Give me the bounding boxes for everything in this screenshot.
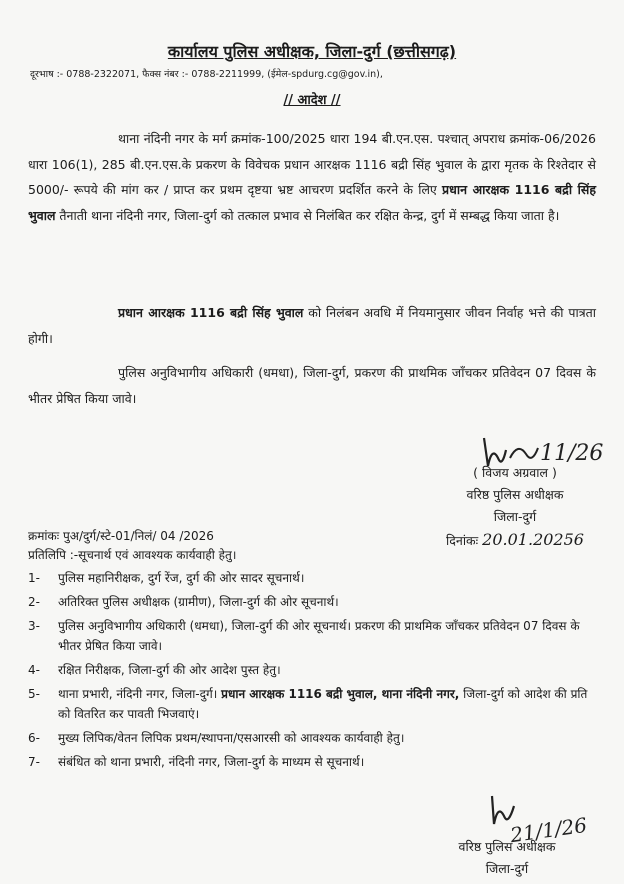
list-item: 6- मुख्य लिपिक/वेतन लिपिक प्रथम/स्थापना/एसआरसी को आवश्यक कार्यवाही हेतु। <box>28 731 405 745</box>
copy-recipient-list <box>28 568 596 776</box>
reference-number: क्रमांकः पुअ/दुर्ग/स्टे-01/निलं/ 04 /2026 <box>28 529 214 543</box>
list-item: 7- संबंधित को थाना प्रभारी, नंदिनी नगर, जिला-दुर्ग के माध्यम से सूचनार्थ। <box>28 755 365 769</box>
order-paragraph-1: थाना नंदिनी नगर के मर्ग क्रमांक-100/2025 धारा 194 बी.एन.एस. पश्चात् अपराध क्रमांक-06/2026 धारा 106(1), 285 बी.एन.एस.के प्रकरण के विवेचक प्रधान आरक्षक 1116 बद्री सिंह भुवाल के द्वारा मृतक के रिश्तेदार से 5000/- रूपये की मांग कर / प्राप्त कर प्रथम दृष्टया भ्रष्ट आचरण प्रदर्शित करने के लिए प्रधान आरक्षक 1116 बद्री सिंह भुवाल तैनाती थाना नंदिनी नगर, जिला-दुर्ग को तत्काल प्रभाव से निलंबित कर रक्षित केन्द्र, दुर्ग में सम्बद्ध किया जाता है। <box>28 131 596 223</box>
footer-designation: वरिष्ठ पुलिस अधीक्षक <box>458 839 556 854</box>
list-item: 1- पुलिस महानिरीक्षक, दुर्ग रेंज, दुर्ग की ओर सादर सूचनार्थ। <box>28 571 305 585</box>
list-item: 3- पुलिस अनुविभागीय अधिकारी (धमधा), जिला-दुर्ग की ओर सूचनार्थ। प्रकरण की प्राथमिक जाँचकर प्रतिवेदन 07 दिवस के भीतर प्रेषित किया जावे। <box>28 619 580 653</box>
officer-name-bold: प्रधान आरक्षक 1116 बद्री सिंह भुवाल <box>28 182 596 223</box>
signature-block <box>440 462 590 528</box>
list-item: 5- थाना प्रभारी, नंदिनी नगर, जिला-दुर्ग। प्रधान आरक्षक 1116 बद्री भुवाल, थाना नंदिनी नगर, जिला-दुर्ग को आदेश की प्रति को वितरित कर पावती भिजवाएं। <box>28 687 588 721</box>
signatory-name: ( विजय अग्रवाल ) <box>473 465 557 480</box>
signatory-district: जिला-दुर्ग <box>493 509 537 524</box>
handwritten-date: 11/26 <box>540 441 604 466</box>
office-title: कार्यालय पुलिस अधीक्षक, जिला-दुर्ग (छत्तीसगढ़) <box>167 42 457 61</box>
order-heading: // आदेश // <box>283 93 341 108</box>
footer-handwritten-date: 21/1/26 <box>508 812 589 848</box>
copy-intro: प्रतिलिपि :-सूचनार्थ एवं आवश्यक कार्यवाही हेतु। <box>28 548 237 562</box>
signatory-designation: वरिष्ठ पुलिस अधीक्षक <box>466 487 564 502</box>
list-item: 2- अतिरिक्त पुलिस अधीक्षक (ग्रामीण), जिला-दुर्ग की ओर सूचनार्थ। <box>28 595 339 609</box>
contact-line: दूरभाष :- 0788-2322071, फैक्स नंबर :- 0788-2211999, (ईमेल-spdurg.cg@gov.in), <box>30 69 383 80</box>
footer-signature-block <box>432 836 582 880</box>
order-date: दिनांकः 20.01.20256 <box>446 530 584 549</box>
list-item: 4- रक्षित निरीक्षक, जिला-दुर्ग की ओर आदेश पुस्त हेतु। <box>28 663 281 677</box>
order-paragraph-3: पुलिस अनुविभागीय अधिकारी (धमधा), जिला-दुर्ग, प्रकरण की प्राथमिक जाँचकर प्रतिवेदन 07 दिवस के भीतर प्रेषित किया जावे। <box>28 365 596 406</box>
footer-district: जिला-दुर्ग <box>485 861 529 876</box>
order-paragraph-2: प्रधान आरक्षक 1116 बद्री सिंह भुवाल को निलंबन अवधि में नियमानुसार जीवन निर्वाह भत्ते की पात्रता होगी। <box>28 305 597 346</box>
order-date-value: 20.01.20256 <box>482 530 584 549</box>
officer-name-bold-2: प्रधान आरक्षक 1116 बद्री सिंह भुवाल <box>118 305 304 320</box>
